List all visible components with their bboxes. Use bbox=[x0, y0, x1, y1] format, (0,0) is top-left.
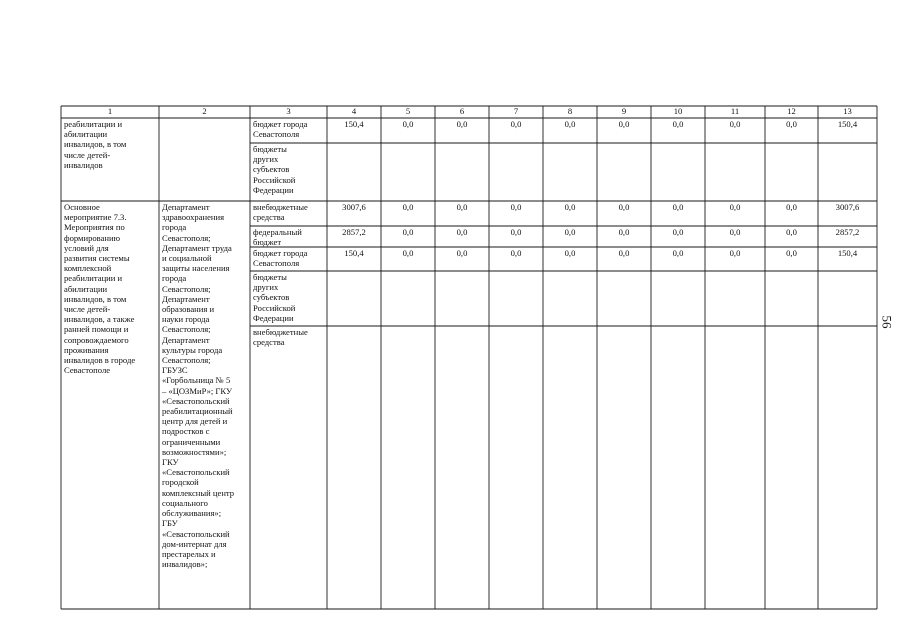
value-cell: 0,0 bbox=[510, 227, 522, 237]
value-cell: 0,0 bbox=[510, 119, 522, 129]
value-cell bbox=[489, 143, 543, 201]
value-cell: 3007,6 bbox=[835, 202, 860, 212]
value-cell bbox=[489, 326, 543, 609]
funding-source: бюджеты других субъектов Российской Федерации bbox=[253, 272, 296, 323]
header-cell: 5 bbox=[405, 106, 411, 116]
funding-source: бюджет города Севастополя bbox=[253, 248, 308, 269]
value-cell: 0,0 bbox=[564, 202, 576, 212]
value-cell bbox=[597, 326, 651, 609]
activity-description: Основное мероприятие 7.3. Мероприятия по формированию условий для развития системы комплексной реабилитации и абилитации инвалидов, в том числе детей- инвалидов, а также ранней помощи и сопровождаемого проживания инвалидов в городе Севастополе bbox=[64, 202, 136, 376]
value-cell: 0,0 bbox=[456, 202, 468, 212]
value-cell: 0,0 bbox=[618, 202, 630, 212]
value-cell: 3007,6 bbox=[342, 202, 366, 212]
value-cell: 0,0 bbox=[729, 119, 741, 129]
value-cell: 0,0 bbox=[729, 248, 741, 258]
value-cell: 0,0 bbox=[786, 202, 797, 212]
value-cell bbox=[435, 271, 489, 326]
value-cell: 0,0 bbox=[456, 227, 468, 237]
value-cell: 0,0 bbox=[402, 248, 414, 258]
value-cell bbox=[818, 143, 877, 201]
value-cell bbox=[381, 326, 435, 609]
value-cell: 0,0 bbox=[786, 248, 797, 258]
value-cell bbox=[765, 143, 818, 201]
value-cell bbox=[381, 271, 435, 326]
value-cell bbox=[597, 143, 651, 201]
value-cell: 0,0 bbox=[402, 119, 414, 129]
value-cell bbox=[705, 143, 765, 201]
value-cell: 0,0 bbox=[402, 202, 414, 212]
value-cell: 0,0 bbox=[402, 227, 414, 237]
value-cell: 0,0 bbox=[672, 119, 684, 129]
header-cell: 8 bbox=[567, 106, 573, 116]
value-cell: 0,0 bbox=[672, 227, 684, 237]
responsible-executors: Департамент здравоохранения города Севастополя; Департамент труда и социальной защиты населения города Севастополя; Департамент образования и науки города Севастополя; Департамент культуры города Севастополя; ГБУЗС «Горбольница № 5 – «ЦОЗМиР»; ГКУ «Севастопольский реабилитационный центр для детей и подростков с ограниченными возможностями»; ГКУ «Севастопольский городской комплексный центр социального обслуживания»; ГБУ «Севастопольский дом-интернат для престарелых и инвалидов»; bbox=[162, 202, 235, 570]
value-cell: 0,0 bbox=[618, 119, 630, 129]
value-cell bbox=[327, 326, 381, 609]
value-cell: 0,0 bbox=[672, 202, 684, 212]
funding-source: бюджеты других субъектов Российской Федерации bbox=[253, 144, 296, 195]
header-cell: 2 bbox=[202, 106, 207, 116]
funding-source: бюджет города Севастополя bbox=[253, 119, 308, 140]
value-cell bbox=[651, 143, 705, 201]
header-cell: 11 bbox=[730, 106, 740, 116]
header-cell: 10 bbox=[673, 106, 683, 116]
header-cell: 1 bbox=[107, 106, 113, 116]
value-cell: 0,0 bbox=[456, 119, 468, 129]
value-cell: 0,0 bbox=[510, 248, 522, 258]
header-cell: 13 bbox=[843, 106, 852, 116]
value-cell: 2857,2 bbox=[342, 227, 366, 237]
value-cell: 0,0 bbox=[786, 119, 797, 129]
header-cell: 4 bbox=[351, 106, 357, 116]
value-cell: 0,0 bbox=[564, 227, 576, 237]
value-cell: 0,0 bbox=[618, 227, 630, 237]
value-cell bbox=[543, 143, 597, 201]
value-cell: 2857,2 bbox=[835, 227, 860, 237]
value-cell: 0,0 bbox=[786, 227, 797, 237]
value-cell bbox=[327, 143, 381, 201]
value-cell: 150,4 bbox=[344, 119, 364, 129]
value-cell bbox=[327, 271, 381, 326]
value-cell bbox=[435, 143, 489, 201]
header-cell: 7 bbox=[513, 106, 519, 116]
value-cell: 0,0 bbox=[510, 202, 522, 212]
funding-source: внебюджетные средства bbox=[253, 327, 308, 348]
value-cell bbox=[435, 326, 489, 609]
value-cell: 0,0 bbox=[672, 248, 684, 258]
header-cell: 6 bbox=[459, 106, 465, 116]
value-cell bbox=[705, 271, 765, 326]
funding-source: внебюджетные средства bbox=[253, 202, 308, 223]
value-cell: 150,4 bbox=[837, 119, 858, 129]
header-cell: 12 bbox=[787, 106, 796, 116]
value-cell bbox=[651, 326, 705, 609]
value-cell: 0,0 bbox=[618, 248, 630, 258]
value-cell bbox=[765, 326, 818, 609]
value-cell bbox=[597, 271, 651, 326]
value-cell bbox=[818, 271, 877, 326]
value-cell: 0,0 bbox=[456, 248, 468, 258]
value-cell: 0,0 bbox=[729, 227, 741, 237]
value-cell bbox=[381, 143, 435, 201]
header-cell: 9 bbox=[621, 106, 627, 116]
value-cell: 150,4 bbox=[837, 248, 858, 258]
value-cell bbox=[543, 271, 597, 326]
value-cell bbox=[651, 271, 705, 326]
value-cell: 0,0 bbox=[564, 248, 576, 258]
value-cell: 0,0 bbox=[729, 202, 741, 212]
value-cell bbox=[765, 271, 818, 326]
activity-description: реабилитации и абилитации инвалидов, в том числе детей- инвалидов bbox=[64, 119, 127, 170]
value-cell bbox=[489, 271, 543, 326]
value-cell: 150,4 bbox=[344, 248, 364, 258]
page-number: 56 bbox=[879, 315, 895, 329]
funding-source: федеральный бюджет bbox=[253, 227, 302, 247]
value-cell bbox=[818, 326, 877, 609]
value-cell bbox=[705, 326, 765, 609]
value-cell bbox=[543, 326, 597, 609]
header-cell: 3 bbox=[286, 106, 291, 116]
value-cell: 0,0 bbox=[564, 119, 576, 129]
